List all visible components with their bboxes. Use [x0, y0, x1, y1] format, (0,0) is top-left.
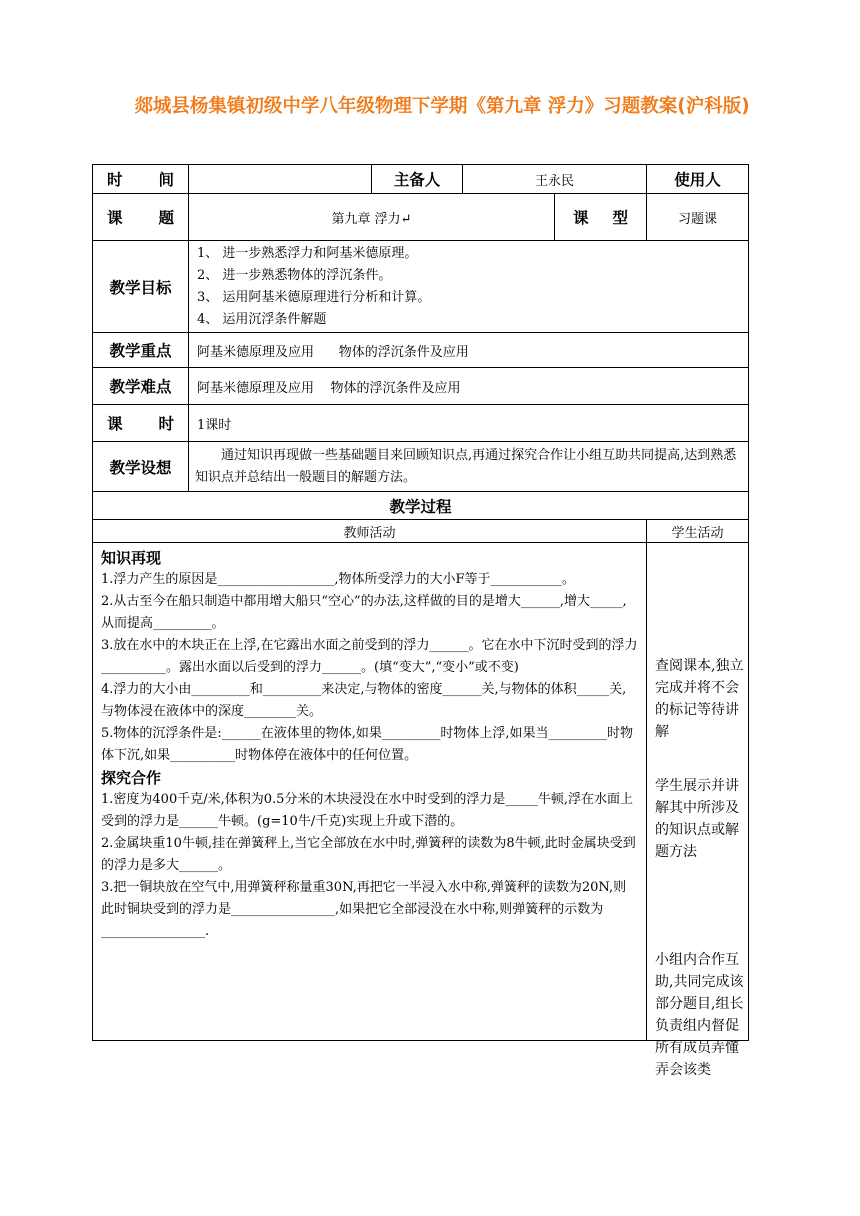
- hours-label: 课 时: [93, 405, 189, 442]
- row-topic: [93, 194, 749, 241]
- goal-item: 2、 进一步熟悉物体的浮沉条件。: [197, 267, 392, 283]
- hours-value: 1课时: [189, 405, 749, 442]
- row-design: [93, 442, 749, 492]
- row-time: [93, 165, 749, 194]
- section-knowledge-review: 知识再现: [101, 549, 162, 567]
- key-points-label: 教学重点: [93, 333, 189, 368]
- design-value: 通过知识再现做一些基础题目来回顾知识点,再通过探究合作让小组互助共同提高,达到熟悉知识点并总结出一般题目的解题方法。: [189, 442, 749, 492]
- topic-value: 第九章 浮力↵: [189, 194, 555, 241]
- exercise-item: 1.密度为400千克/米,体积为0.5分米的木块浸没在水中时受到的浮力是_____牛顿,浮在水面上受到的浮力是______牛顿。(g=10牛/千克)实现上升或下潜的。: [101, 792, 634, 829]
- section-cooperative-inquiry: 探究合作: [101, 769, 162, 787]
- type-value: 习题课: [647, 194, 749, 241]
- goal-item: 4、 运用沉浮条件解题: [197, 311, 327, 327]
- student-activity-head: 学生活动: [647, 520, 749, 543]
- goal-item: 3、 运用阿基米德原理进行分析和计算。: [197, 289, 431, 305]
- topic-label: 课 题: [93, 194, 189, 241]
- row-process-content: [93, 543, 749, 1041]
- row-difficulty: [93, 368, 749, 405]
- question-item: 4.浮力的大小由_________和_________来决定,与物体的密度______关,与物体的体积_____关,与物体浸在液体中的深度________关。: [101, 682, 627, 719]
- row-column-heads: [93, 520, 749, 543]
- difficulty-value: 阿基米德原理及应用 物体的浮沉条件及应用: [189, 368, 749, 405]
- goals-label: 教学目标: [93, 241, 189, 333]
- time-value: [189, 165, 372, 194]
- student-activity-note: 查阅课本,独立完成并将不会的标记等待讲解: [655, 658, 744, 740]
- preparer-label: 主备人: [372, 165, 463, 194]
- question-item: 5.物体的沉浮条件是:______在液体里的物体,如果_________时物体上浮,如果当_________时物体下沉,如果__________时物体停在液体中的任何位置。: [101, 726, 634, 763]
- key-points-value: 阿基米德原理及应用 物体的浮沉条件及应用: [189, 333, 749, 368]
- question-item: 2.从古至今在船只制造中都用增大船只“空心”的办法,这样做的目的是增大______,增大_____,从而提高_________。: [101, 594, 627, 631]
- question-item: 1.浮力产生的原因是__________________,物体所受浮力的大小F等于___________。: [101, 572, 576, 587]
- user-label: 使用人: [647, 165, 749, 194]
- document-title: 郯城县杨集镇初级中学八年级物理下学期《第九章 浮力》习题教案(沪科版): [134, 96, 750, 117]
- teacher-activity-content: [93, 543, 647, 1041]
- design-label: 教学设想: [93, 442, 189, 492]
- question-item: 3.放在水中的木块正在上浮,在它露出水面之前受到的浮力______。它在水中下沉时受到的浮力__________。露出水面以后受到的浮力______。(填“变大”,“变小”或不变): [101, 638, 638, 675]
- exercise-item: 3.把一铜块放在空气中,用弹簧秤称量重30N,再把它一半浸入水中称,弹簧秤的读数为20N,则此时铜块受到的浮力是________________,如果把它全部浸没在水中称,则弹簧秤的示数为________________.: [101, 880, 627, 939]
- exercise-item: 2.金属块重10牛顿,挂在弹簧秤上,当它全部放在水中时,弹簧秤的读数为8牛顿,此时金属块受到的浮力是多大______。: [101, 836, 636, 873]
- student-activity-note: 小组内合作互助,共同完成该部分题目,组长负责组内督促所有成员弄懂弄会该类: [655, 952, 744, 1078]
- goals-list: [189, 241, 749, 333]
- lesson-plan-table: [92, 164, 749, 1078]
- teacher-activity-head: 教师活动: [93, 520, 647, 543]
- row-hours: [93, 405, 749, 442]
- row-key-points: [93, 333, 749, 368]
- type-label: 课 型: [555, 194, 647, 241]
- row-process-title: [93, 492, 749, 520]
- goal-item: 1、 进一步熟悉浮力和阿基米德原理。: [197, 245, 418, 261]
- time-label: 时 间: [93, 165, 189, 194]
- process-title: 教学过程: [93, 492, 749, 520]
- difficulty-label: 教学难点: [93, 368, 189, 405]
- preparer-value: 王永民: [463, 165, 647, 194]
- student-activity-note: 学生展示并讲解其中所涉及的知识点或解题方法: [655, 778, 740, 860]
- row-goals: [93, 241, 749, 333]
- student-activity-content: [647, 543, 749, 1078]
